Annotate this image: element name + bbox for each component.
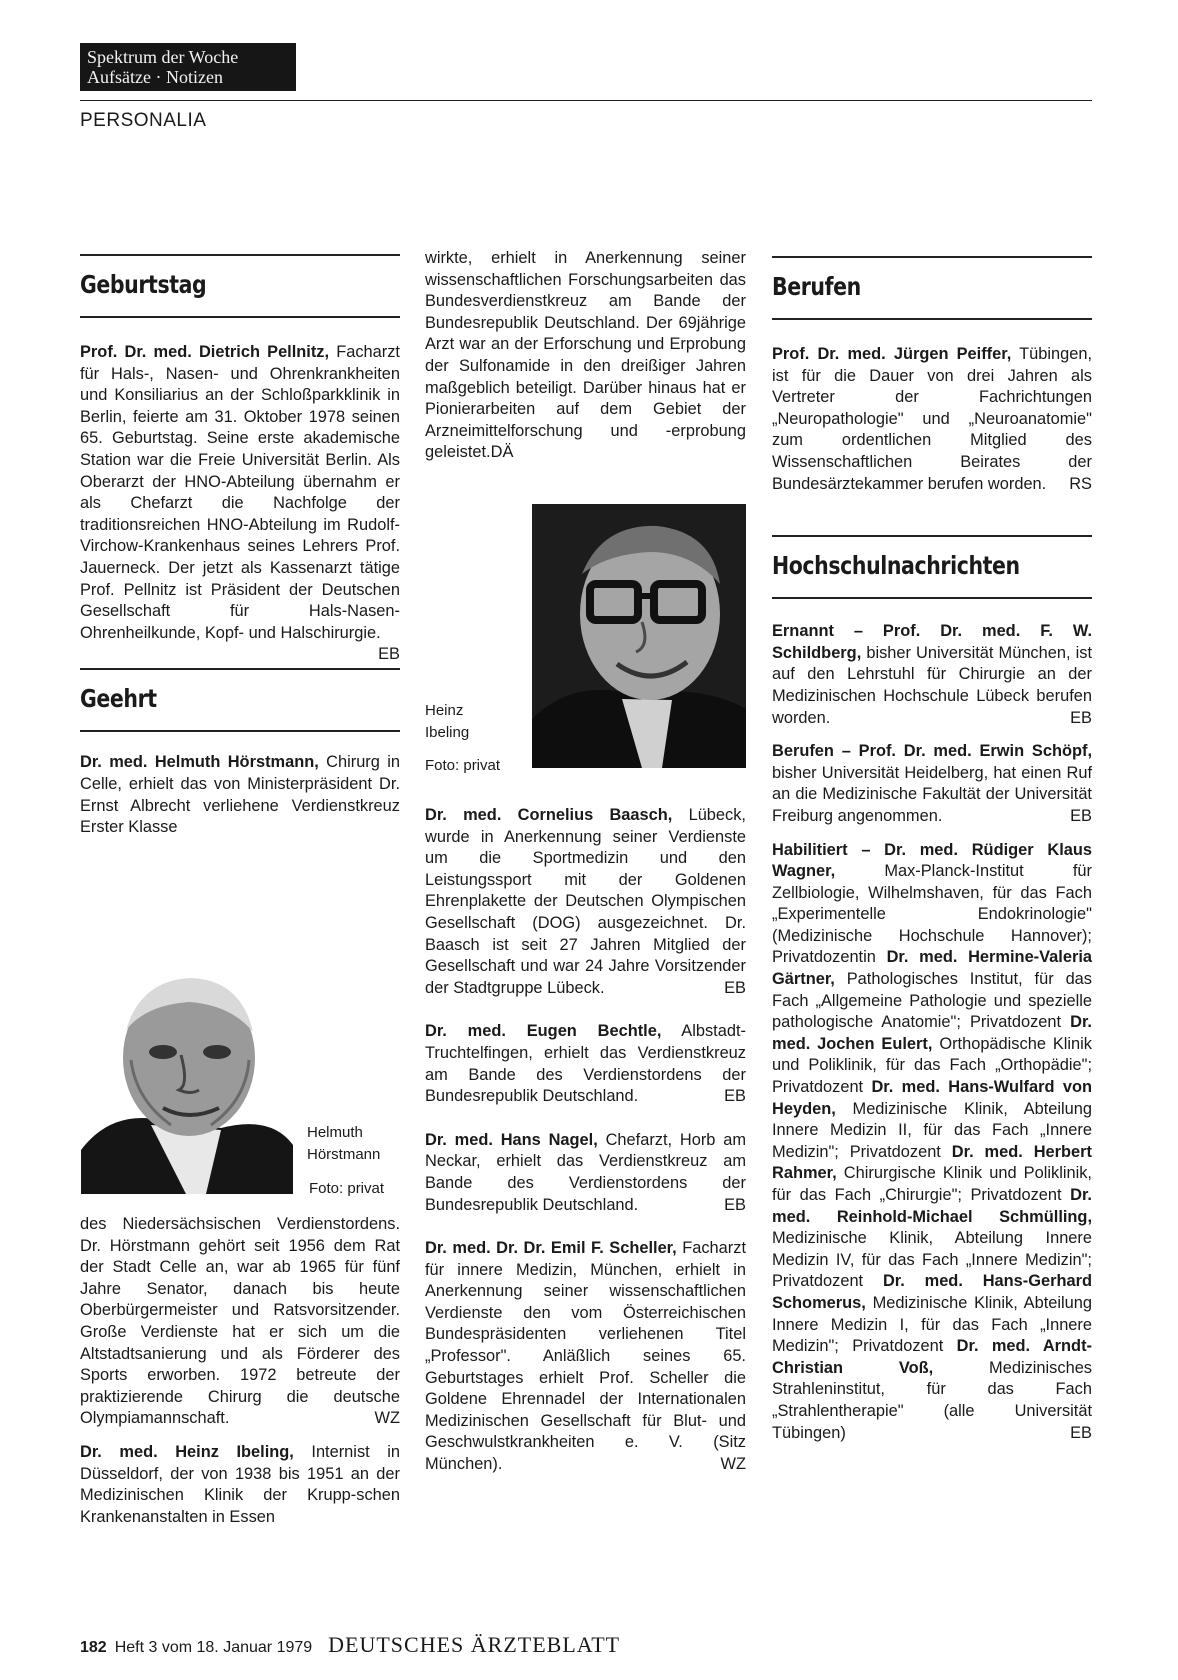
author-signature: WZ — [720, 1455, 746, 1474]
masthead-line-1: Spektrum der Woche — [87, 47, 239, 67]
person-name: Habilitiert – Dr. med. Rüdiger Klaus Wagner, — [772, 840, 1092, 881]
person-name: Dr. med. Arndt-Christian Voß, — [772, 1337, 1092, 1377]
column-2-continued — [425, 805, 746, 1476]
person-name: Dr. med. Hermine-Valeria Gärtner, — [772, 948, 1093, 989]
person-name: Dr. med. Eugen Bechtle, — [425, 1022, 662, 1041]
article-nagel: Dr. med. Hans Nagel, Chefarzt, Horb am Neckar, erhielt das Verdienstkreuz am Bande des Verdienstordens der Bundesrepublik Deutschland. EB — [425, 1130, 746, 1216]
article-pellnitz: Prof. Dr. med. Dietrich Pellnitz, Facharzt für Hals-, Nasen- und Ohrenkrankheiten und Konsiliarius an der Schloßparkklinik in Berlin, feierte am 31. Oktober 1978 seinen 65. Geburtstag. Seine erste akademische Station war die Freie Universität Berlin. Als Oberarzt der HNO-Abteilung übernahm er als Chefarzt die Nachfolge der traditionsreichen HNO-Abteilung im Rudolf-Virchow-Krankenhaus seines Lehrers Prof. Jauerneck. Der jetzt als Kassenarzt tätige Prof. Pellnitz ist Präsident der Deutschen Gesellschaft für Hals-Nasen-Ohrenheilkunde, Kopf- und Halschirurgie. EB — [80, 342, 400, 644]
photo-credit-ibeling: Foto: privat — [425, 757, 501, 774]
person-name: Dr. med. Hans Nagel, — [425, 1130, 598, 1149]
article-schildberg: Ernannt – Prof. Dr. med. F. W. Schildberg, bisher Universität München, ist auf den Lehrstuhl für Chirurgie an der Medizinischen Hochschule Lübeck berufen worden. EB — [772, 621, 1092, 729]
column-1-continued — [80, 1214, 400, 1528]
author-signature: WZ — [374, 1409, 400, 1428]
author-signature: EB — [1070, 1423, 1092, 1442]
section-label: PERSONALIA — [80, 110, 207, 131]
top-rule — [80, 100, 1092, 101]
author-signature: EB — [724, 1195, 746, 1214]
article-bechtle: Dr. med. Eugen Bechtle, Albstadt-Truchtelfingen, erhielt das Verdienstkreuz am Bande des Verdienstordens der Bundesrepublik Deutschland. EB — [425, 1021, 746, 1107]
author-signature: EB — [1070, 806, 1092, 825]
author-signature: EB — [724, 1087, 746, 1106]
column-2 — [425, 248, 746, 464]
article-peiffer: Prof. Dr. med. Jürgen Peiffer, Tübingen, ist für die Dauer von drei Jahren als Vertreter der Fachrichtungen „Neuropathologie" und „Neuroanatomie" zum ordentlichen Mitglied des Wissenschaftlichen Beirates der Bundesärztekammer berufen worden. RS — [772, 344, 1092, 495]
heading-geburtstag: Geburtstag — [80, 254, 400, 318]
article-ibeling: Dr. med. Heinz Ibeling, Internist in Düsseldorf, der von 1938 bis 1951 an der Medizinischen Klinik der Krupp-schen Krankenanstalten in Essen — [80, 1442, 400, 1526]
person-name: Berufen – Prof. Dr. med. Erwin Schöpf, — [772, 742, 1092, 761]
masthead-line-2: Aufsätze · Notizen — [87, 67, 223, 87]
article-hoerstmann: Dr. med. Helmuth Hörstmann, Chirurg in Celle, erhielt das von Ministerpräsident Dr. Ernst Albrecht verliehene Verdienstkreuz Erster Klasse — [80, 753, 400, 837]
photo-hoerstmann — [81, 950, 293, 1194]
person-name: Dr. med. Cornelius Baasch, — [425, 806, 673, 824]
person-name: Dr. med. Jochen Eulert, — [772, 1013, 1092, 1053]
heading-geehrt: Geehrt — [80, 668, 400, 732]
heading-berufen: Berufen — [772, 256, 1092, 320]
person-name: Prof. Dr. med. Jürgen Peiffer, — [772, 345, 1012, 363]
author-signature: EB — [378, 645, 400, 664]
column-3 — [772, 256, 1092, 1444]
article-scheller: Dr. med. Dr. Dr. Emil F. Scheller, Facharzt für innere Medizin, München, erhielt in Anerkennung seiner wissenschaftlichen Verdienste den vom Österreichischen Bundespräsidenten verliehenen Titel „Professor". Anläßlich seines 65. Geburtstages erhielt Prof. Scheller die Goldene Ehrennadel der Internationalen Medizinischen Gesellschaft für Blut- und Geschwulstkrankheiten e. V. (Sitz München). WZ — [425, 1238, 746, 1476]
article-schoepf: Berufen – Prof. Dr. med. Erwin Schöpf, bisher Universität Heidelberg, hat einen Ruf an die Medizinische Fakultät der Universität Freiburg angenommen. EB — [772, 741, 1092, 827]
heading-hochschulnachrichten: Hochschulnachrichten — [772, 535, 1092, 599]
caption-ibeling: Heinz Ibeling — [425, 702, 470, 741]
caption-hoerstmann: Helmuth Hörstmann — [307, 1124, 381, 1163]
photo-ibeling — [532, 504, 746, 768]
author-signature: EB — [1070, 708, 1092, 727]
author-signature: EB — [724, 978, 746, 997]
column-1 — [80, 254, 400, 839]
page-number: 182 — [80, 1639, 107, 1656]
person-name: Dr. med. Dr. Dr. Emil F. Scheller, — [425, 1239, 677, 1258]
masthead — [80, 43, 296, 91]
person-name: Prof. Dr. med. Dietrich Pellnitz, — [80, 343, 330, 361]
person-name: Dr. med. Heinz Ibeling, — [80, 1442, 294, 1461]
article-hoerstmann-continued: des Niedersächsischen Verdienstordens. Dr. Hörstmann gehört seit 1956 dem Rat der Stadt Celle an, war ab 1965 für fünf Jahre Senator, danach bis heute Oberbürgermeister und Ratsvorsitzender. Große Verdienste hat er sich um die Altstadtsanierung und als Förderer des Sports erworben. 1972 betreute der praktizierende Chirurg die deutsche Olympiamannschaft. WZ — [80, 1214, 400, 1430]
magazine-name: DEUTSCHES ÄRZTEBLATT — [328, 1632, 621, 1657]
article-ibeling-continued: wirkte, erhielt in Anerkennung seiner wissenschaftlichen Forschungsarbeiten das Bundesverdienstkreuz am Bande der Bundesrepublik Deutschland. Der 69jährige Arzt war an der Erforschung und Erprobung der Sulfonamide in den dreißiger Jahren maßgeblich beteiligt. Darüber hinaus hat er Pionierarbeiten auf dem Gebiet der Arzneimittelforschung und -erprobung geleistet.DÄ — [425, 249, 746, 462]
article-habilitiert: Habilitiert – Dr. med. Rüdiger Klaus Wagner, Max-Planck-Institut für Zellbiologie, Wilhelmshaven, für das Fach „Experimentelle Endokrinologie" (Medizinische Hochschule Hannover); Privatdozentin Dr. med. Hermine-Valeria Gärtner, Pathologisches Institut, für das Fach „Allgemeine Pathologie und spezielle pathologische Anatomie"; Privatdozent Dr. med. Jochen Eulert, Orthopädische Klinik und Poliklinik, für das Fach „Orthopädie"; Privatdozent Dr. med. Hans-Wulfard von Heyden, Medizinische Klinik, Abteilung Innere Medizin II, für das Fach „Innere Medizin"; Privatdozent Dr. med. Herbert Rahmer, Chirurgische Klinik und Poliklinik, für das Fach „Chirurgie"; Privatdozent Dr. med. Reinhold-Michael Schmülling, Medizinische Klinik, Abteilung Innere Medizin IV, für das Fach „Innere Medizin"; Privatdozent Dr. med. Hans-Gerhard Schomerus, Medizinische Klinik, Abteilung Innere Medizin I, für das Fach „Innere Medizin"; Privatdozent Dr. med. Arndt-Christian Voß, Medizinisches Strahleninstitut, für das Fach „Strahlentherapie" (alle Universität Tübingen) EB — [772, 840, 1092, 1445]
person-name: Ernannt – Prof. Dr. med. F. W. Schildberg, — [772, 622, 1092, 662]
person-name: Dr. med. Hans-Gerhard Schomerus, — [772, 1272, 1092, 1312]
author-signature: RS — [1069, 474, 1092, 493]
issue-info: Heft 3 vom 18. Januar 1979 — [114, 1639, 313, 1656]
person-name: Dr. med. Reinhold-Michael Schmülling, — [772, 1186, 1092, 1226]
person-name: Dr. med. Helmuth Hörstmann, — [80, 753, 319, 772]
person-name: Dr. med. Hans-Wulfard von Heyden, — [772, 1078, 1092, 1118]
person-name: Dr. med. Herbert Rahmer, — [772, 1142, 1092, 1183]
article-baasch: Dr. med. Cornelius Baasch, Lübeck, wurde in Anerkennung seiner Verdienste um die Sportmedizin und den Leistungssport mit der Goldenen Ehrenplakette der Deutschen Olympischen Gesellschaft (DOG) ausgezeichnet. Dr. Baasch ist seit 27 Jahren Mitglied der Gesellschaft und war 24 Jahre Vorsitzender der Stadtgruppe Lübeck. EB — [425, 805, 746, 999]
page-footer — [80, 1632, 620, 1658]
photo-credit-hoerstmann: Foto: privat — [309, 1180, 385, 1197]
